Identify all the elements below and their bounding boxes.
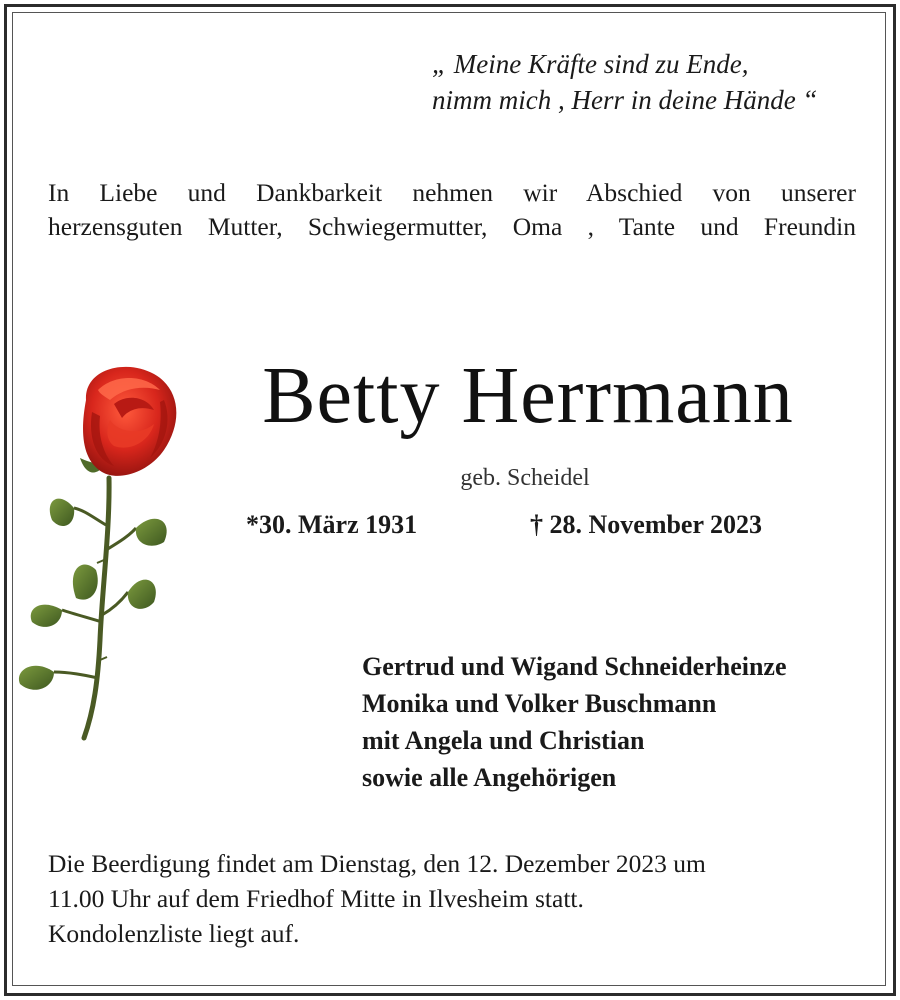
bible-quote [432, 46, 862, 118]
funeral-line-3: Kondolenzliste liegt auf. [48, 919, 300, 948]
mourner-line: Gertrud und Wigand Schneiderheinze [362, 652, 787, 681]
rose-illustration [14, 360, 204, 750]
deceased-name: Betty Herrmann [262, 352, 794, 440]
intro-line-2: herzensguten Mutter, Schwiegermutter, Oma , Tante und Freundin [48, 212, 856, 241]
intro-line-1: In Liebe und Dankbarkeit nehmen wir Abschied von unserer [48, 178, 856, 207]
quote-line-2: nimm mich , Herr in deine Hände “ [432, 85, 818, 115]
mourner-line: Monika und Volker Buschmann [362, 689, 717, 718]
mourners-list [362, 648, 862, 796]
rose-leaf [73, 565, 98, 600]
rose-leaf [128, 580, 156, 609]
rose-leaf [136, 519, 167, 546]
funeral-line-1: Die Beerdigung findet am Dienstag, den 12. Dezember 2023 um [48, 849, 706, 878]
mourner-line: sowie alle Angehörigen [362, 763, 617, 792]
rose-leaf [50, 499, 74, 526]
funeral-line-2: 11.00 Uhr auf dem Friedhof Mitte in Ilvesheim statt. [48, 884, 584, 913]
funeral-notice [48, 846, 856, 951]
intro-text [48, 176, 856, 244]
rose-stem [84, 478, 109, 738]
death-date: † 28. November 2023 [530, 510, 763, 539]
birth-date: *30. März 1931 [246, 510, 418, 539]
mourner-line: mit Angela und Christian [362, 726, 645, 755]
rose-leaf [19, 666, 54, 690]
quote-line-1: „ Meine Kräfte sind zu Ende, [432, 49, 749, 79]
birth-name: geb. Scheidel [460, 465, 590, 491]
rose-leaf [31, 605, 62, 627]
